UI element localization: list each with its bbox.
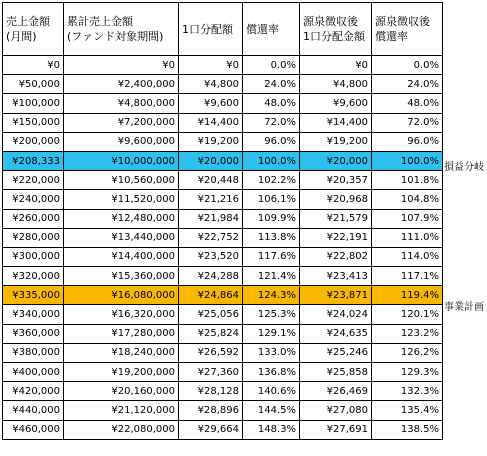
monthly-sales-cell: ¥300,000 — [3, 247, 64, 266]
redemption-rate-cell: 117.6% — [243, 247, 300, 266]
cumulative-sales-cell: ¥18,240,000 — [64, 343, 179, 362]
redemption-rate-cell: 125.3% — [243, 305, 300, 324]
monthly-sales-cell: ¥208,333 — [3, 151, 64, 170]
after-tax-redemption-cell: 107.9% — [372, 209, 443, 228]
distribution-cell: ¥14,400 — [179, 113, 243, 132]
redemption-rate-cell: 148.3% — [243, 420, 300, 439]
cumulative-sales-cell: ¥13,440,000 — [64, 228, 179, 247]
after-tax-distribution-cell: ¥25,246 — [300, 343, 372, 362]
after-tax-distribution-cell: ¥14,400 — [300, 113, 372, 132]
table-row — [3, 113, 443, 132]
after-tax-redemption-cell: 101.8% — [372, 171, 443, 190]
table-row — [3, 151, 443, 170]
cumulative-sales-cell: ¥0 — [64, 56, 179, 75]
after-tax-redemption-cell: 100.0% — [372, 151, 443, 170]
after-tax-distribution-cell: ¥0 — [300, 56, 372, 75]
monthly-sales-cell: ¥200,000 — [3, 132, 64, 151]
cumulative-sales-cell: ¥14,400,000 — [64, 247, 179, 266]
table-row — [3, 343, 443, 362]
after-tax-distribution-cell: ¥19,200 — [300, 132, 372, 151]
redemption-rate-cell: 100.0% — [243, 151, 300, 170]
after-tax-distribution-cell: ¥23,413 — [300, 267, 372, 286]
header-line: 源泉徴収後 — [303, 15, 358, 28]
monthly-sales-cell: ¥460,000 — [3, 420, 64, 439]
business-plan-note: 事業計画 — [444, 302, 484, 313]
cumulative-sales-cell: ¥12,480,000 — [64, 209, 179, 228]
distribution-cell: ¥0 — [179, 56, 243, 75]
after-tax-redemption-cell: 24.0% — [372, 75, 443, 94]
redemption-rate-cell: 124.3% — [243, 286, 300, 305]
table-row — [3, 401, 443, 420]
after-tax-redemption-cell: 119.4% — [372, 286, 443, 305]
redemption-rate-cell: 129.1% — [243, 324, 300, 343]
cumulative-sales-cell: ¥21,120,000 — [64, 401, 179, 420]
monthly-sales-cell: ¥150,000 — [3, 113, 64, 132]
cumulative-sales-cell: ¥10,000,000 — [64, 151, 179, 170]
header-line: 償還率 — [246, 22, 279, 36]
table-row — [3, 75, 443, 94]
header-line: 源泉徴収後 — [375, 15, 430, 28]
header-line: 償還率 — [375, 30, 408, 43]
cumulative-sales-cell: ¥9,600,000 — [64, 132, 179, 151]
after-tax-distribution-cell: ¥20,968 — [300, 190, 372, 209]
distribution-cell: ¥23,520 — [179, 247, 243, 266]
redemption-rate-cell: 106.1% — [243, 190, 300, 209]
after-tax-redemption-header — [372, 3, 443, 56]
table-row — [3, 286, 443, 305]
after-tax-distribution-cell: ¥20,357 — [300, 171, 372, 190]
distribution-cell: ¥24,864 — [179, 286, 243, 305]
table-row — [3, 94, 443, 113]
monthly-sales-cell: ¥320,000 — [3, 267, 64, 286]
cumulative-sales-cell: ¥7,200,000 — [64, 113, 179, 132]
redemption-rate-cell: 140.6% — [243, 382, 300, 401]
breakeven-note: 損益分岐 — [444, 162, 484, 173]
after-tax-redemption-cell: 104.8% — [372, 190, 443, 209]
redemption-rate-cell: 24.0% — [243, 75, 300, 94]
distribution-cell: ¥21,216 — [179, 190, 243, 209]
distribution-per-unit-header — [179, 3, 243, 56]
cumulative-sales-cell: ¥15,360,000 — [64, 267, 179, 286]
distribution-cell: ¥26,592 — [179, 343, 243, 362]
redemption-rate-cell: 96.0% — [243, 132, 300, 151]
redemption-rate-header — [243, 3, 300, 56]
monthly-sales-header — [3, 3, 64, 56]
table-row — [3, 132, 443, 151]
cumulative-sales-cell: ¥17,280,000 — [64, 324, 179, 343]
after-tax-distribution-cell: ¥20,000 — [300, 151, 372, 170]
after-tax-distribution-cell: ¥24,024 — [300, 305, 372, 324]
redemption-rate-cell: 48.0% — [243, 94, 300, 113]
monthly-sales-cell: ¥50,000 — [3, 75, 64, 94]
after-tax-redemption-cell: 138.5% — [372, 420, 443, 439]
header-line: 累計売上金額 — [67, 15, 133, 28]
distribution-cell: ¥22,752 — [179, 228, 243, 247]
redemption-rate-cell: 0.0% — [243, 56, 300, 75]
table-row — [3, 171, 443, 190]
monthly-sales-cell: ¥240,000 — [3, 190, 64, 209]
monthly-sales-cell: ¥400,000 — [3, 363, 64, 382]
monthly-sales-cell: ¥220,000 — [3, 171, 64, 190]
distribution-cell: ¥28,128 — [179, 382, 243, 401]
cumulative-sales-cell: ¥11,520,000 — [64, 190, 179, 209]
distribution-table — [2, 2, 443, 440]
cumulative-sales-cell: ¥2,400,000 — [64, 75, 179, 94]
after-tax-redemption-cell: 129.3% — [372, 363, 443, 382]
after-tax-distribution-cell: ¥22,802 — [300, 247, 372, 266]
distribution-cell: ¥25,824 — [179, 324, 243, 343]
redemption-rate-cell: 102.2% — [243, 171, 300, 190]
after-tax-distribution-cell: ¥24,635 — [300, 324, 372, 343]
after-tax-distribution-cell: ¥27,691 — [300, 420, 372, 439]
table-row — [3, 267, 443, 286]
redemption-rate-cell: 133.0% — [243, 343, 300, 362]
cumulative-sales-cell: ¥19,200,000 — [64, 363, 179, 382]
header-line: 売上金額 — [6, 15, 50, 28]
redemption-rate-cell: 136.8% — [243, 363, 300, 382]
after-tax-distribution-cell: ¥25,858 — [300, 363, 372, 382]
after-tax-redemption-cell: 72.0% — [372, 113, 443, 132]
table-row — [3, 247, 443, 266]
after-tax-distribution-cell: ¥22,191 — [300, 228, 372, 247]
monthly-sales-cell: ¥100,000 — [3, 94, 64, 113]
monthly-sales-cell: ¥260,000 — [3, 209, 64, 228]
after-tax-distribution-cell: ¥21,579 — [300, 209, 372, 228]
after-tax-distribution-header — [300, 3, 372, 56]
header-line: (ファンド対象期間) — [67, 30, 164, 43]
after-tax-redemption-cell: 120.1% — [372, 305, 443, 324]
table-row — [3, 190, 443, 209]
monthly-sales-cell: ¥440,000 — [3, 401, 64, 420]
table-row — [3, 420, 443, 439]
header-line: (月間) — [6, 30, 37, 43]
after-tax-distribution-cell: ¥9,600 — [300, 94, 372, 113]
table-row — [3, 324, 443, 343]
distribution-cell: ¥20,448 — [179, 171, 243, 190]
after-tax-redemption-cell: 114.0% — [372, 247, 443, 266]
after-tax-distribution-cell: ¥27,080 — [300, 401, 372, 420]
table-row — [3, 382, 443, 401]
monthly-sales-cell: ¥280,000 — [3, 228, 64, 247]
redemption-rate-cell: 109.9% — [243, 209, 300, 228]
distribution-cell: ¥9,600 — [179, 94, 243, 113]
after-tax-distribution-cell: ¥4,800 — [300, 75, 372, 94]
cumulative-sales-cell: ¥4,800,000 — [64, 94, 179, 113]
redemption-rate-cell: 144.5% — [243, 401, 300, 420]
cumulative-sales-cell: ¥20,160,000 — [64, 382, 179, 401]
monthly-sales-cell: ¥0 — [3, 56, 64, 75]
distribution-cell: ¥21,984 — [179, 209, 243, 228]
table-row — [3, 228, 443, 247]
after-tax-redemption-cell: 135.4% — [372, 401, 443, 420]
distribution-cell: ¥4,800 — [179, 75, 243, 94]
after-tax-redemption-cell: 48.0% — [372, 94, 443, 113]
distribution-cell: ¥27,360 — [179, 363, 243, 382]
table-body — [3, 56, 443, 440]
after-tax-redemption-cell: 0.0% — [372, 56, 443, 75]
cumulative-sales-cell: ¥16,080,000 — [64, 286, 179, 305]
table-row — [3, 209, 443, 228]
after-tax-redemption-cell: 132.3% — [372, 382, 443, 401]
after-tax-redemption-cell: 117.1% — [372, 267, 443, 286]
header-row — [3, 3, 443, 56]
after-tax-redemption-cell: 123.2% — [372, 324, 443, 343]
after-tax-distribution-cell: ¥23,871 — [300, 286, 372, 305]
redemption-rate-cell: 113.8% — [243, 228, 300, 247]
redemption-rate-cell: 121.4% — [243, 267, 300, 286]
monthly-sales-cell: ¥335,000 — [3, 286, 64, 305]
distribution-cell: ¥25,056 — [179, 305, 243, 324]
distribution-cell: ¥28,896 — [179, 401, 243, 420]
distribution-cell: ¥24,288 — [179, 267, 243, 286]
redemption-rate-cell: 72.0% — [243, 113, 300, 132]
monthly-sales-cell: ¥360,000 — [3, 324, 64, 343]
header-line: 1口分配金額 — [303, 30, 365, 43]
distribution-cell: ¥19,200 — [179, 132, 243, 151]
monthly-sales-cell: ¥380,000 — [3, 343, 64, 362]
after-tax-distribution-cell: ¥26,469 — [300, 382, 372, 401]
cumulative-sales-cell: ¥22,080,000 — [64, 420, 179, 439]
header-line: 1口分配額 — [182, 22, 233, 36]
monthly-sales-cell: ¥340,000 — [3, 305, 64, 324]
after-tax-redemption-cell: 111.0% — [372, 228, 443, 247]
table-row — [3, 305, 443, 324]
after-tax-redemption-cell: 126.2% — [372, 343, 443, 362]
table-row — [3, 56, 443, 75]
table-row — [3, 363, 443, 382]
monthly-sales-cell: ¥420,000 — [3, 382, 64, 401]
cumulative-sales-cell: ¥10,560,000 — [64, 171, 179, 190]
distribution-cell: ¥20,000 — [179, 151, 243, 170]
cumulative-sales-cell: ¥16,320,000 — [64, 305, 179, 324]
distribution-cell: ¥29,664 — [179, 420, 243, 439]
cumulative-sales-header — [64, 3, 179, 56]
after-tax-redemption-cell: 96.0% — [372, 132, 443, 151]
